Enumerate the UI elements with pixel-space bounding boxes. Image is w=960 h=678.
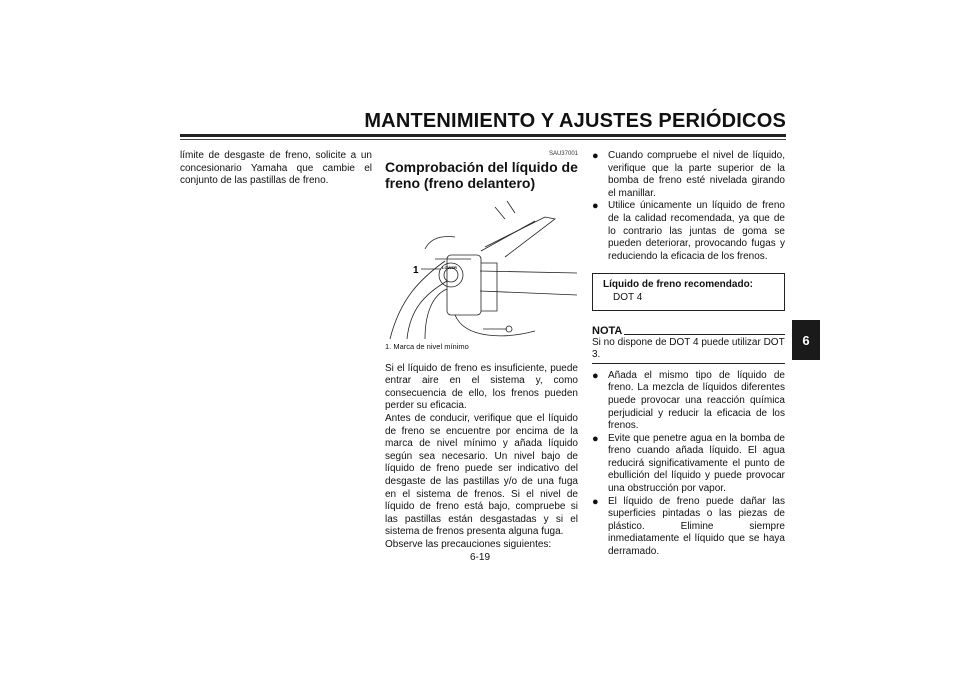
column-3	[592, 150, 785, 559]
figure-caption: 1. Marca de nivel mínimo	[385, 342, 469, 351]
section-code: SAU37001	[548, 151, 578, 157]
bullet-icon: ●	[592, 369, 599, 382]
list-item: ● El líquido de freno puede dañar las superficies pintadas o las piezas de plástico. Elimine siempre inmediatamente el líquido que se haya derramado.	[592, 495, 785, 558]
precautions-list-top	[592, 150, 785, 263]
bullet-icon: ●	[592, 495, 599, 508]
figure-callout-number: 1	[413, 265, 419, 276]
box-title: Líquido de freno recomendado:	[603, 279, 754, 291]
column-1	[180, 150, 372, 188]
bullet-icon: ●	[592, 150, 599, 162]
note-end-rule	[592, 363, 785, 364]
list-item: ● Cuando compruebe el nivel de líquido, verifique que la parte superior de la bomba de freno esté nivelada girando el manillar.	[592, 150, 785, 199]
note-rule	[624, 334, 785, 335]
header-rule-thick	[180, 134, 786, 137]
section-title: Comprobación del líquido de freno (freno delantero)	[385, 159, 578, 191]
note-label: NOTA	[592, 324, 623, 337]
note-text: Si no dispone de DOT 4 puede utilizar DOT 3.	[592, 336, 785, 361]
reservoir-lower-label: LOWER	[442, 265, 457, 270]
bullet-icon: ●	[592, 432, 599, 445]
paragraph: Antes de conducir, verifique que el líquido de freno se encuentre por encima de la marca de nivel mínimo y añada líquido según sea necesario. Un nivel bajo de líquido de freno puede ser indicativo del desgaste de las pastillas y/o de una fuga en el sistema de frenos. Si el nivel de líquido de freno está bajo, compruebe si las pastillas están desgastadas y si el sistema de frenos presenta alguna fuga.	[385, 412, 578, 538]
chapter-tab: 6	[792, 320, 820, 360]
precautions-list-bottom	[592, 370, 785, 559]
box-value: DOT 4	[613, 291, 643, 303]
brake-reservoir-illustration	[385, 199, 578, 339]
list-item: ● Añada el mismo tipo de líquido de freno. La mezcla de líquidos diferentes puede provocar una reacción química perjudicial y reducir la eficacia de los frenos.	[592, 369, 785, 432]
list-item: ● Evite que penetre agua en la bomba de freno cuando añada líquido. El agua reducirá significativamente el punto de ebullición del líquido y puede provocar una obstrucción por vapor.	[592, 432, 785, 495]
paragraph: Observe las precauciones siguientes:	[385, 538, 552, 550]
note-heading	[592, 325, 785, 337]
bullet-icon: ●	[592, 200, 599, 213]
column-2	[385, 150, 578, 552]
header-rule-thin	[180, 139, 786, 140]
list-item: ● Utilice únicamente un líquido de freno de la calidad recomendada, ya que de lo contrario las juntas de goma se pueden deteriorar, provocando fugas y reduciendo la eficacia de los frenos.	[592, 200, 785, 262]
brake-reservoir-figure	[385, 199, 578, 339]
page-number: 6-19	[469, 552, 490, 563]
paragraph: Si el líquido de freno es insuficiente, puede entrar aire en el sistema y, como consecuencia de ello, los frenos pueden perder su eficacia.	[385, 362, 578, 412]
recommended-fluid-box	[592, 273, 785, 310]
page-title: MANTENIMIENTO Y AJUSTES PERIÓDICOS	[364, 110, 786, 132]
continued-paragraph: límite de desgaste de freno, solicite a un concesionario Yamaha que cambie el conjunto de las pastillas de freno.	[180, 150, 372, 187]
